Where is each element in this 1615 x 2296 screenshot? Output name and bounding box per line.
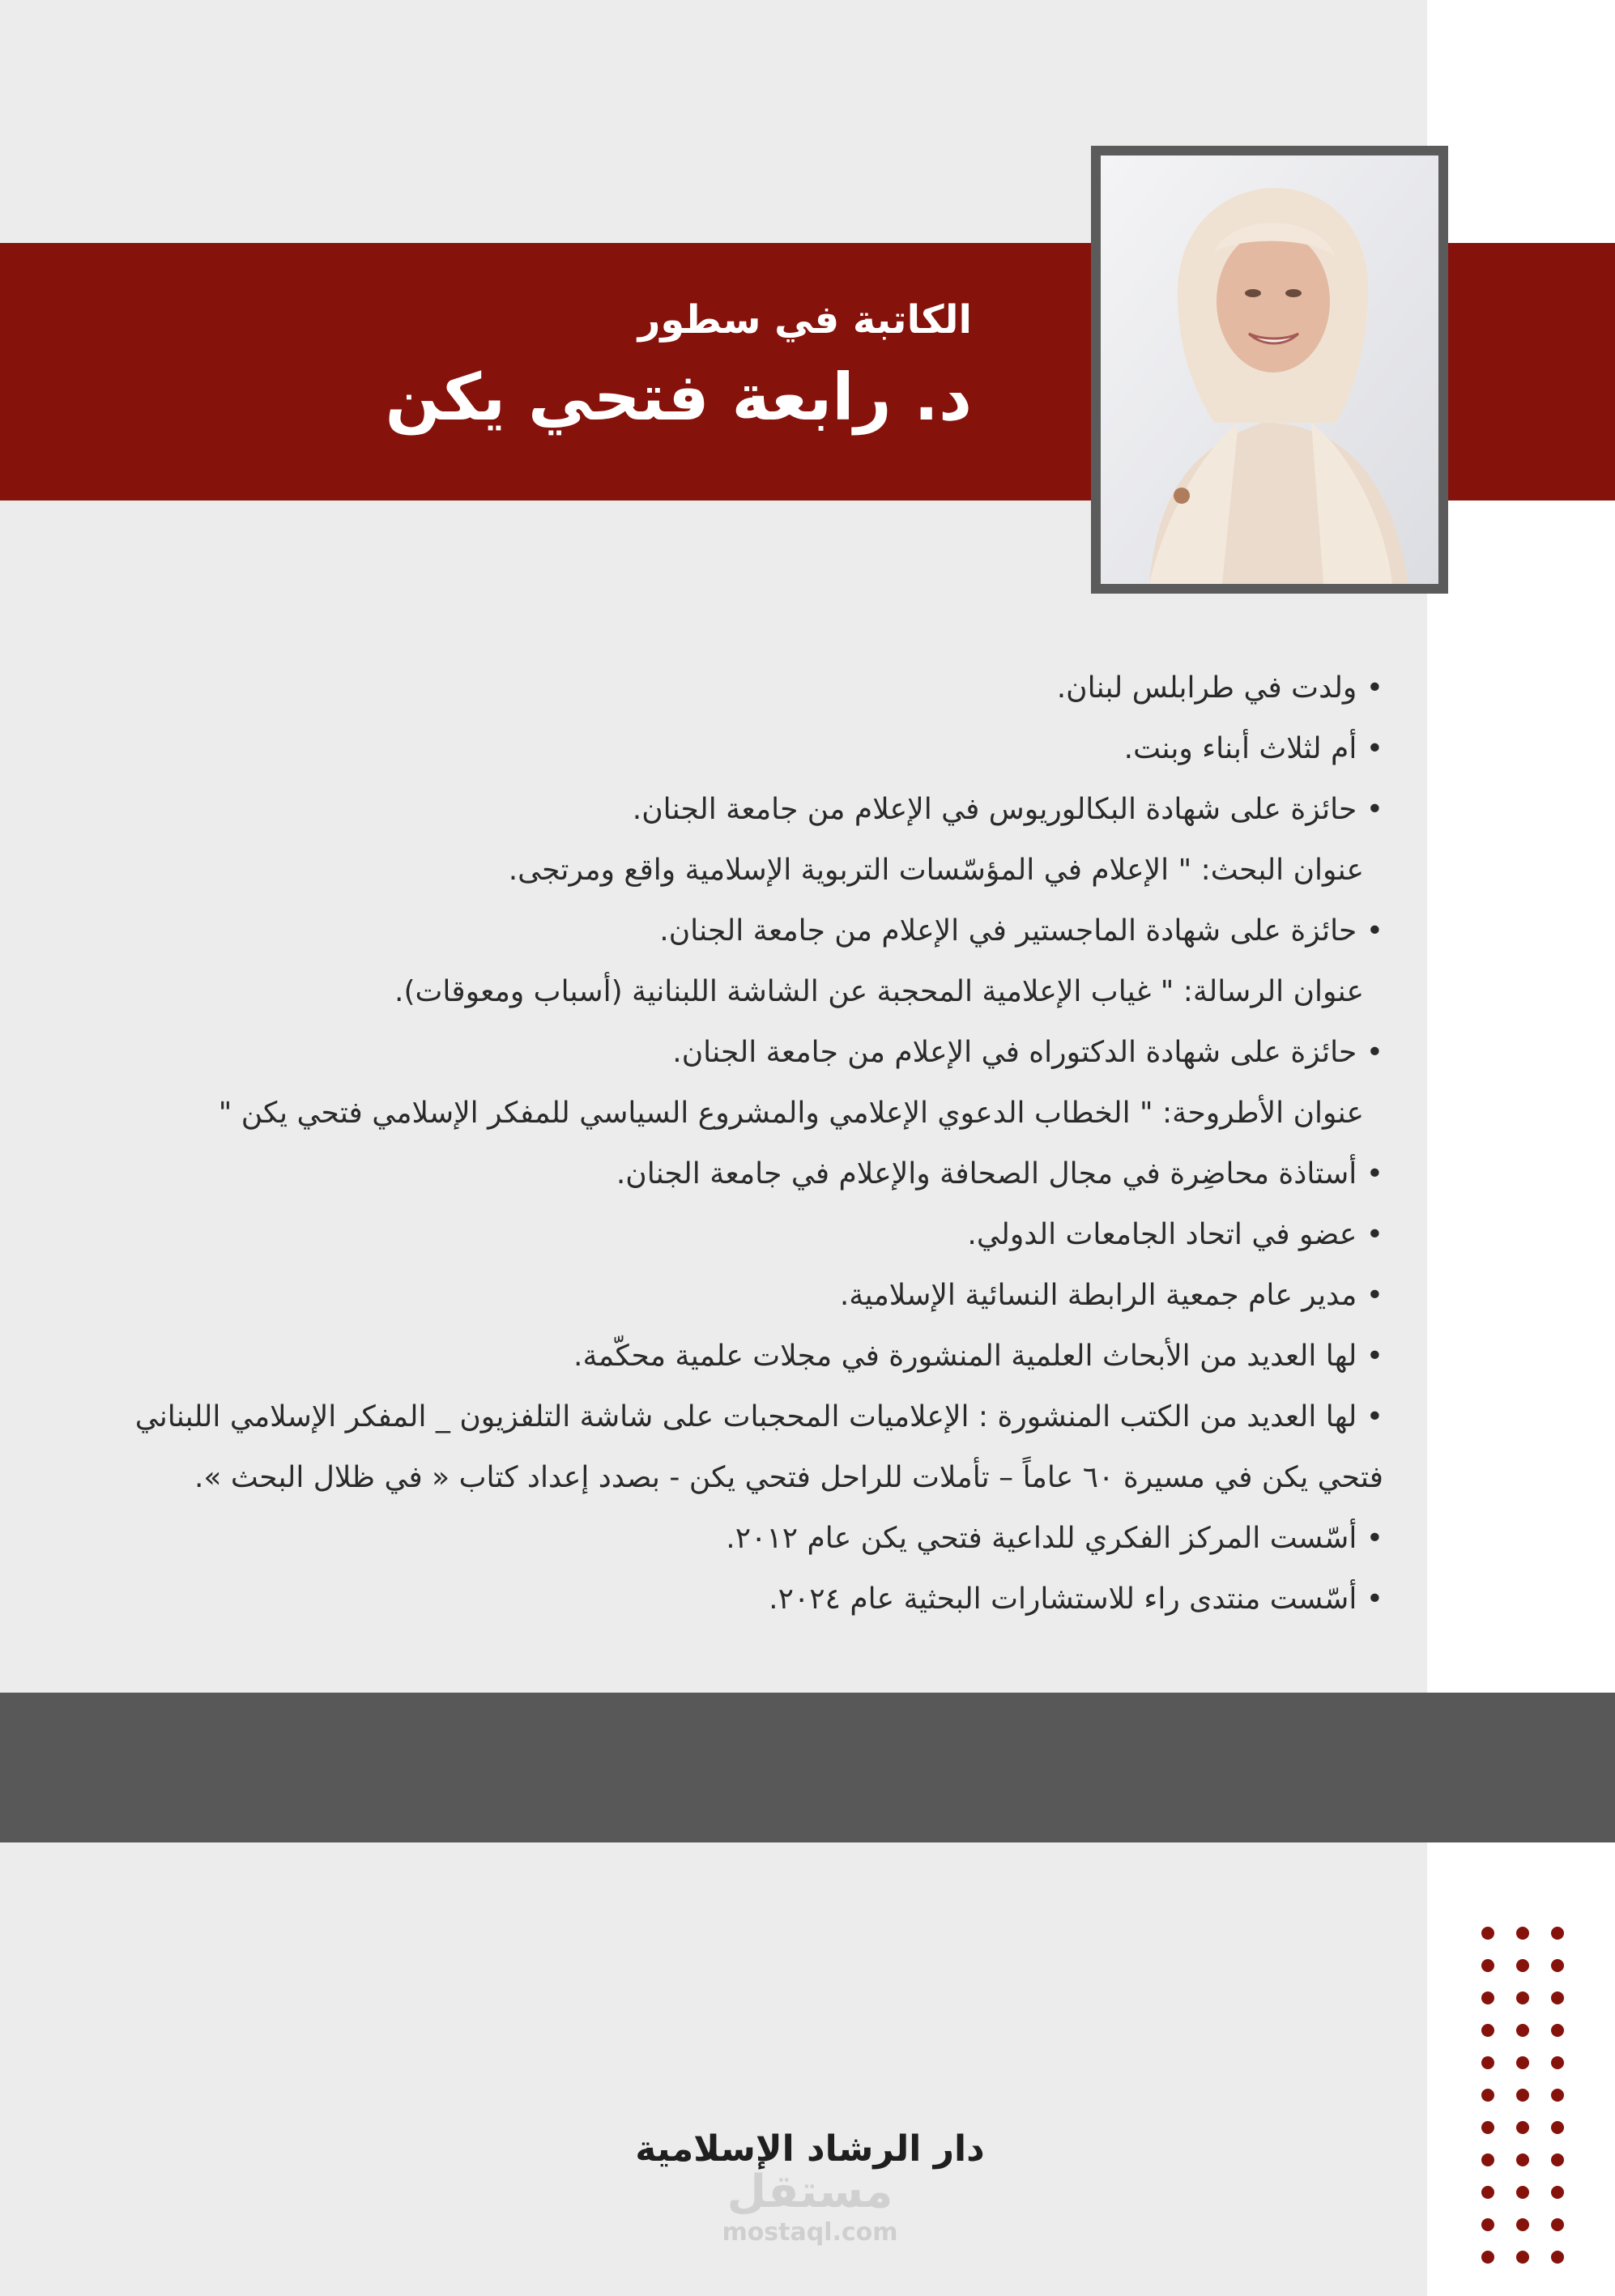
publisher-name: دار الرشاد الإسلامية (635, 2128, 985, 2170)
bio-line: • حائزة على شهادة الماجستير في الإعلام من جامعة الجنان. (659, 914, 1383, 948)
bio-line: • أسّست منتدى راء للاستشارات البحثية عام ٢٠٢٤. (769, 1582, 1383, 1616)
watermark-url: mostaql.com (722, 2218, 898, 2247)
header-title-block (243, 292, 972, 442)
header-subtitle: الكاتبة في سطور (637, 297, 972, 343)
bio-line: • أم لثلاث أبناء وبنت. (1123, 732, 1383, 765)
bio-line: فتحي يكن في مسيرة ٦٠ عاماً – تأملات للراحل فتحي يكن - بصدد إعداد كتاب « في ظلال البحث ». (194, 1461, 1383, 1494)
bio-line: • أستاذة محاضِرة في مجال الصحافة والإعلام في جامعة الجنان. (616, 1157, 1383, 1191)
bio-line: • لها العديد من الكتب المنشورة : الإعلاميات المحجبات على شاشة التلفزيون _ المفكر الإسلامي اللبناني (134, 1400, 1383, 1433)
watermark (688, 2166, 931, 2247)
bio-line: • أسّست المركز الفكري للداعية فتحي يكن عام ٢٠١٢. (726, 1522, 1383, 1555)
watermark-logo: مستقل (727, 2166, 893, 2218)
divider-band (0, 1693, 1615, 1842)
author-name: د. رابعة فتحي يكن (385, 360, 972, 435)
bio-line: • ولدت في طرابلس لبنان. (1056, 671, 1383, 705)
bio-list (49, 658, 1383, 1629)
author-portrait-photo (1101, 155, 1438, 584)
bio-line: • حائزة على شهادة الدكتوراه في الإعلام من جامعة الجنان. (672, 1036, 1383, 1069)
bio-line: • مدير عام جمعية الرابطة النسائية الإسلامية. (839, 1279, 1383, 1312)
bio-line: عنوان الأطروحة: " الخطاب الدعوي الإعلامي والمشروع السياسي للمفكر الإسلامي فتحي يكن " (218, 1097, 1364, 1130)
bio-line: • عضو في اتحاد الجامعات الدولي. (967, 1218, 1383, 1251)
author-photo-frame (1091, 146, 1448, 594)
bio-line: عنوان البحث: " الإعلام في المؤسّسات التربوية الإسلامية واقع ومرتجى. (508, 854, 1364, 887)
bio-line: عنوان الرسالة: " غياب الإعلامية المحجبة عن الشاشة اللبنانية (أسباب ومعوقات). (394, 975, 1364, 1008)
bio-line: • لها العديد من الأبحاث العلمية المنشورة في مجلات علمية محكّمة. (573, 1340, 1383, 1373)
decorative-dot-grid-icon (1478, 1923, 1575, 2288)
bio-line: • حائزة على شهادة البكالوريوس في الإعلام من جامعة الجنان. (632, 793, 1383, 826)
